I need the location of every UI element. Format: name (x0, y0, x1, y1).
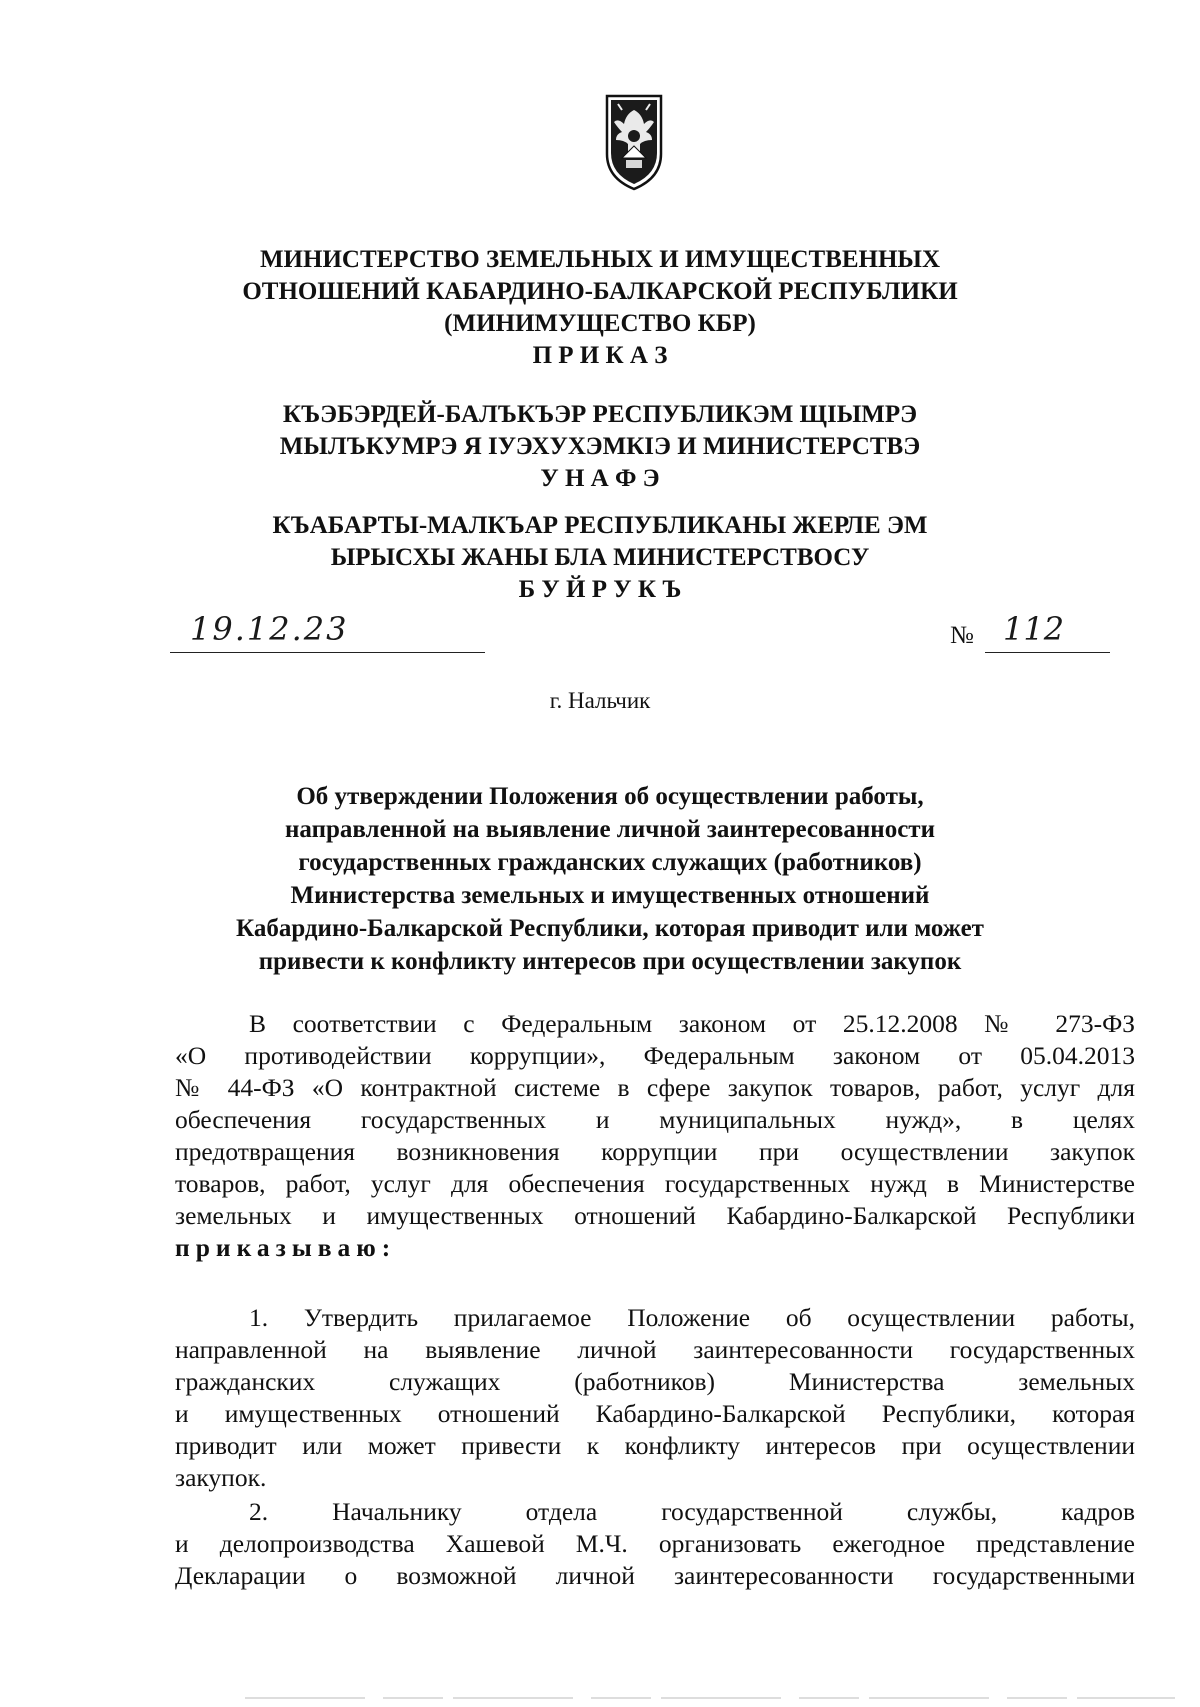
item-1-line: 1. Утвердить прилагаемое Положение об осуществлении работы, (249, 1303, 1135, 1332)
preamble-line: В соответствии с Федеральным законом от 25.12.2008 № 273-ФЗ (249, 1009, 1135, 1038)
ministry-name-line-1: МИНИСТЕРСТВО ЗЕМЕЛЬНЫХ И ИМУЩЕСТВЕННЫХ (259, 246, 941, 273)
header-russian (150, 244, 1050, 372)
header-kabardian (150, 399, 1050, 495)
ministry-name-line-2: ОТНОШЕНИЙ КАБАРДИНО-БАЛКАРСКОЙ РЕСПУБЛИКИ (242, 278, 958, 305)
item-1-paragraph (175, 1302, 1135, 1494)
ministry-name-krc-line-1: КЪАБАРТЫ-МАЛКЪАР РЕСПУБЛИКАНЫ ЖЕРЛЕ ЭМ (272, 512, 928, 539)
preamble-line: «О противодействии коррупции», Федеральным законом от 05.04.2013 (175, 1041, 1135, 1070)
ministry-name-krc-line-2: ЫРЫСХЫ ЖАНЫ БЛА МИНИСТЕРСТВОСУ (330, 544, 870, 571)
item-2-line: Декларации о возможной личной заинтересованности государственными (175, 1561, 1135, 1590)
header-balkar (150, 510, 1050, 606)
title-line: Министерства земельных и имущественных отношений (290, 882, 930, 909)
title-line: Кабардино-Балкарской Республики, которая приводит или может (236, 915, 984, 942)
order-word: приказываю: (175, 1233, 397, 1262)
handwritten-number: 112 (1003, 610, 1065, 648)
title-line: Об утверждении Положения об осуществлении работы, (296, 783, 924, 810)
document-type-kbd: У Н А Ф Э (540, 465, 660, 492)
coat-of-arms-emblem (604, 92, 664, 192)
document-title (150, 780, 1070, 978)
item-1-line: и имущественных отношений Кабардино-Балкарской Республики, которая (175, 1399, 1135, 1428)
item-1-line: направленной на выявление личной заинтересованности государственных (175, 1335, 1135, 1364)
ministry-name-kbd-line-2: МЫЛЪКУМРЭ Я IУЭХУХЭМКIЭ И МИНИСТЕРСТВЭ (279, 433, 921, 460)
title-line: направленной на выявление личной заинтересованности (285, 816, 935, 843)
handwritten-date: 19.12.23 (190, 610, 349, 648)
item-2-line: и делопроизводства Хашевой М.Ч. организовать ежегодное представление (175, 1529, 1135, 1558)
scan-edge-marks (245, 1697, 1175, 1699)
preamble-line: обеспечения государственных и муниципальных нужд», в целях (175, 1105, 1135, 1134)
number-label: № (950, 622, 974, 649)
preamble-line: № 44-ФЗ «О контрактной системе в сфере закупок товаров, работ, услуг для (175, 1073, 1135, 1102)
item-1-line: гражданских служащих (работников) Министерства земельных (175, 1367, 1135, 1396)
preamble-paragraph (175, 1008, 1135, 1264)
title-line: привести к конфликту интересов при осуществлении закупок (258, 948, 962, 975)
item-1-line: закупок. (175, 1463, 267, 1492)
date-field (170, 612, 485, 653)
item-2-paragraph (175, 1496, 1135, 1592)
title-line: государственных гражданских служащих (работников) (298, 849, 922, 876)
document-type-krc: Б У Й Р У К Ъ (518, 576, 682, 603)
number-field (985, 612, 1110, 653)
city: г. Нальчик (549, 688, 651, 713)
preamble-line: земельных и имущественных отношений Кабардино-Балкарской Республики (175, 1201, 1135, 1230)
order-word-line (175, 1232, 1135, 1264)
item-2-line: 2. Начальнику отдела государственной службы, кадров (249, 1497, 1135, 1526)
item-1-line: приводит или может привести к конфликту интересов при осуществлении (175, 1431, 1135, 1460)
ministry-short-name: (МИНИМУЩЕСТВО КБР) (444, 310, 756, 337)
document-type-ru: П Р И К А З (532, 342, 668, 369)
preamble-line: предотвращения возникновения коррупции при осуществлении закупок (175, 1137, 1135, 1166)
ministry-name-kbd-line-1: КЪЭБЭРДЕЙ-БАЛЪКЪЭР РЕСПУБЛИКЭМ ЩIЫМРЭ (282, 401, 918, 428)
preamble-line: товаров, работ, услуг для обеспечения государственных нужд в Министерстве (175, 1169, 1135, 1198)
